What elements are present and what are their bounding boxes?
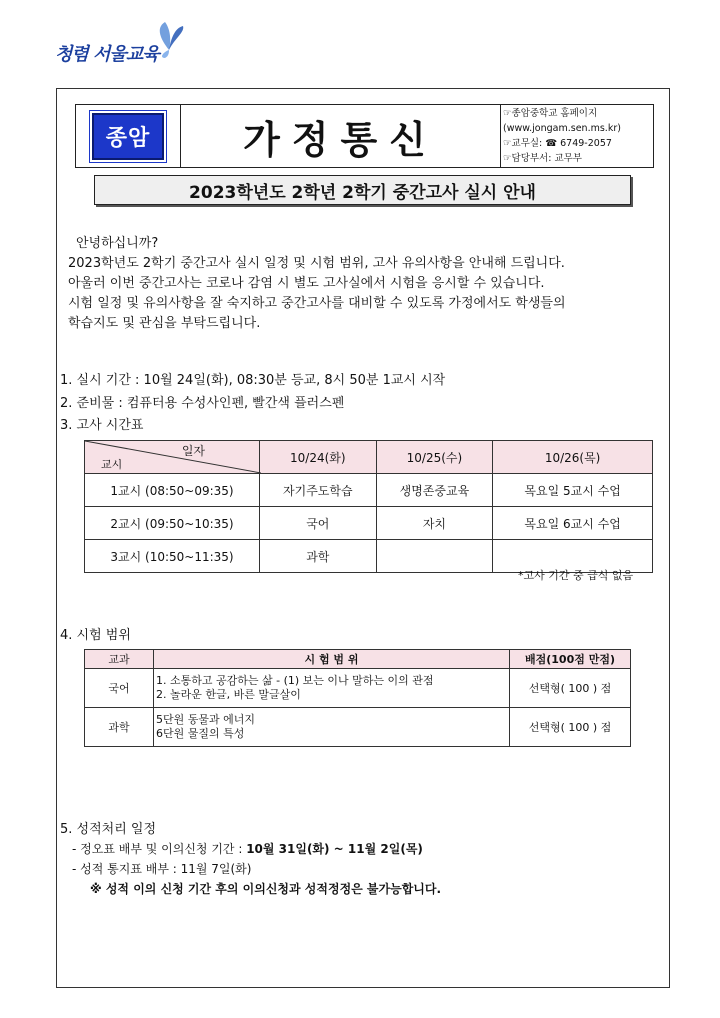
subject-cell: 국어 — [85, 669, 154, 708]
grading-line-1-prefix: - 정오표 배부 및 이의신청 기간 : — [72, 842, 247, 856]
subject-cell: 과학 — [85, 708, 154, 747]
intro-line: 시험 일정 및 유의사항을 잘 숙지하고 중간고사를 대비할 수 있도록 가정에서도 학생들의 — [68, 296, 566, 311]
score-cell: 선택형( 100 ) 점 — [510, 669, 631, 708]
table-row — [85, 474, 653, 507]
range-header: 시 험 범 위 — [154, 650, 510, 669]
info-phone: ☞교무실: ☎ 6749-2057 — [503, 138, 612, 149]
intro-line: 2023학년도 2학기 중간고사 실시 일정 및 시험 범위, 고사 유의사항을 안내해 드립니다. — [68, 256, 565, 271]
range-line: 1. 소통하고 공감하는 삶 - (1) 보는 이나 말하는 이의 관점 — [156, 674, 434, 687]
grading-warning: ※ 성적 이의 신청 기간 후의 이의신청과 성적정정은 불가능합니다. — [90, 882, 442, 896]
schedule-corner — [85, 441, 260, 474]
date-header: 10/25(수) — [376, 441, 493, 474]
header — [75, 104, 654, 168]
corner-period-label: 교시 — [101, 458, 123, 471]
info-url: (www.jongam.sen.ms.kr) — [503, 123, 621, 134]
info-department: ☞담당부서: 교무부 — [503, 153, 582, 164]
period-cell: 1교시 (08:50~09:35) — [85, 474, 260, 507]
timetable-heading: 3. 고사 시간표 — [60, 418, 144, 433]
schedule-table — [84, 440, 653, 573]
logo-text: 청렴 서울교육 — [55, 44, 159, 65]
grading-heading: 5. 성적처리 일정 — [60, 822, 157, 837]
exam-cell: 목요일 5교시 수업 — [493, 474, 653, 507]
range-line: 6단원 물질의 특성 — [156, 727, 245, 740]
grading-line-1 — [72, 840, 423, 857]
butterfly-icon — [151, 20, 187, 60]
exam-range-table — [84, 649, 631, 747]
intro-line: 학습지도 및 관심을 부탁드립니다. — [68, 316, 261, 331]
header-badge-cell — [76, 105, 181, 167]
greeting: 안녕하십니까? — [76, 236, 159, 251]
range-header-row — [85, 650, 631, 669]
school-badge: 종암 — [92, 113, 165, 160]
notice-title: 2023학년도 2학년 2학기 중간고사 실시 안내 — [94, 175, 631, 205]
exam-cell: 과학 — [260, 540, 377, 573]
exam-cell — [376, 540, 493, 573]
table-row — [85, 507, 653, 540]
grading-line-1-dates: 10월 31일(화) ~ 11월 2일(목) — [246, 842, 423, 856]
exam-period: 1. 실시 기간 : 10월 24일(화), 08:30분 등교, 8시 50분 1교시 시작 — [60, 373, 446, 388]
period-cell: 2교시 (09:50~10:35) — [85, 507, 260, 540]
exam-cell: 자기주도학습 — [260, 474, 377, 507]
range-line: 5단원 동물과 에너지 — [156, 713, 255, 726]
corner-date-label: 일자 — [181, 444, 205, 458]
intro — [68, 234, 566, 334]
date-header: 10/24(화) — [260, 441, 377, 474]
range-heading: 4. 시험 범위 — [60, 628, 131, 643]
exam-cell: 국어 — [260, 507, 377, 540]
header-info — [501, 105, 653, 167]
range-cell — [154, 669, 510, 708]
score-header: 배점(100점 만점) — [510, 650, 631, 669]
exam-cell: 자치 — [376, 507, 493, 540]
exam-cell: 생명존중교육 — [376, 474, 493, 507]
table-row — [85, 708, 631, 747]
logo — [55, 20, 185, 80]
header-title: 가정통신 — [181, 105, 501, 167]
period-cell: 3교시 (10:50~11:35) — [85, 540, 260, 573]
table-row — [85, 669, 631, 708]
exam-cell: 목요일 6교시 수업 — [493, 507, 653, 540]
schedule-header-row — [85, 441, 653, 474]
range-line: 2. 놀라운 한글, 바른 말글살이 — [156, 688, 301, 701]
supplies: 2. 준비물 : 컴퓨터용 수성사인펜, 빨간색 플러스펜 — [60, 396, 345, 411]
score-cell: 선택형( 100 ) 점 — [510, 708, 631, 747]
intro-line: 아울러 이번 중간고사는 코로나 감염 시 별도 고사실에서 시험을 응시할 수 있습니다. — [68, 276, 545, 291]
meal-note: *고사 기간 중 급식 없음 — [518, 569, 634, 582]
date-header: 10/26(목) — [493, 441, 653, 474]
range-cell — [154, 708, 510, 747]
grading-line-2: - 성적 통지표 배부 : 11월 7일(화) — [72, 862, 252, 876]
info-homepage: ☞종암중학교 홈페이지 — [503, 108, 598, 119]
subject-header: 교과 — [85, 650, 154, 669]
